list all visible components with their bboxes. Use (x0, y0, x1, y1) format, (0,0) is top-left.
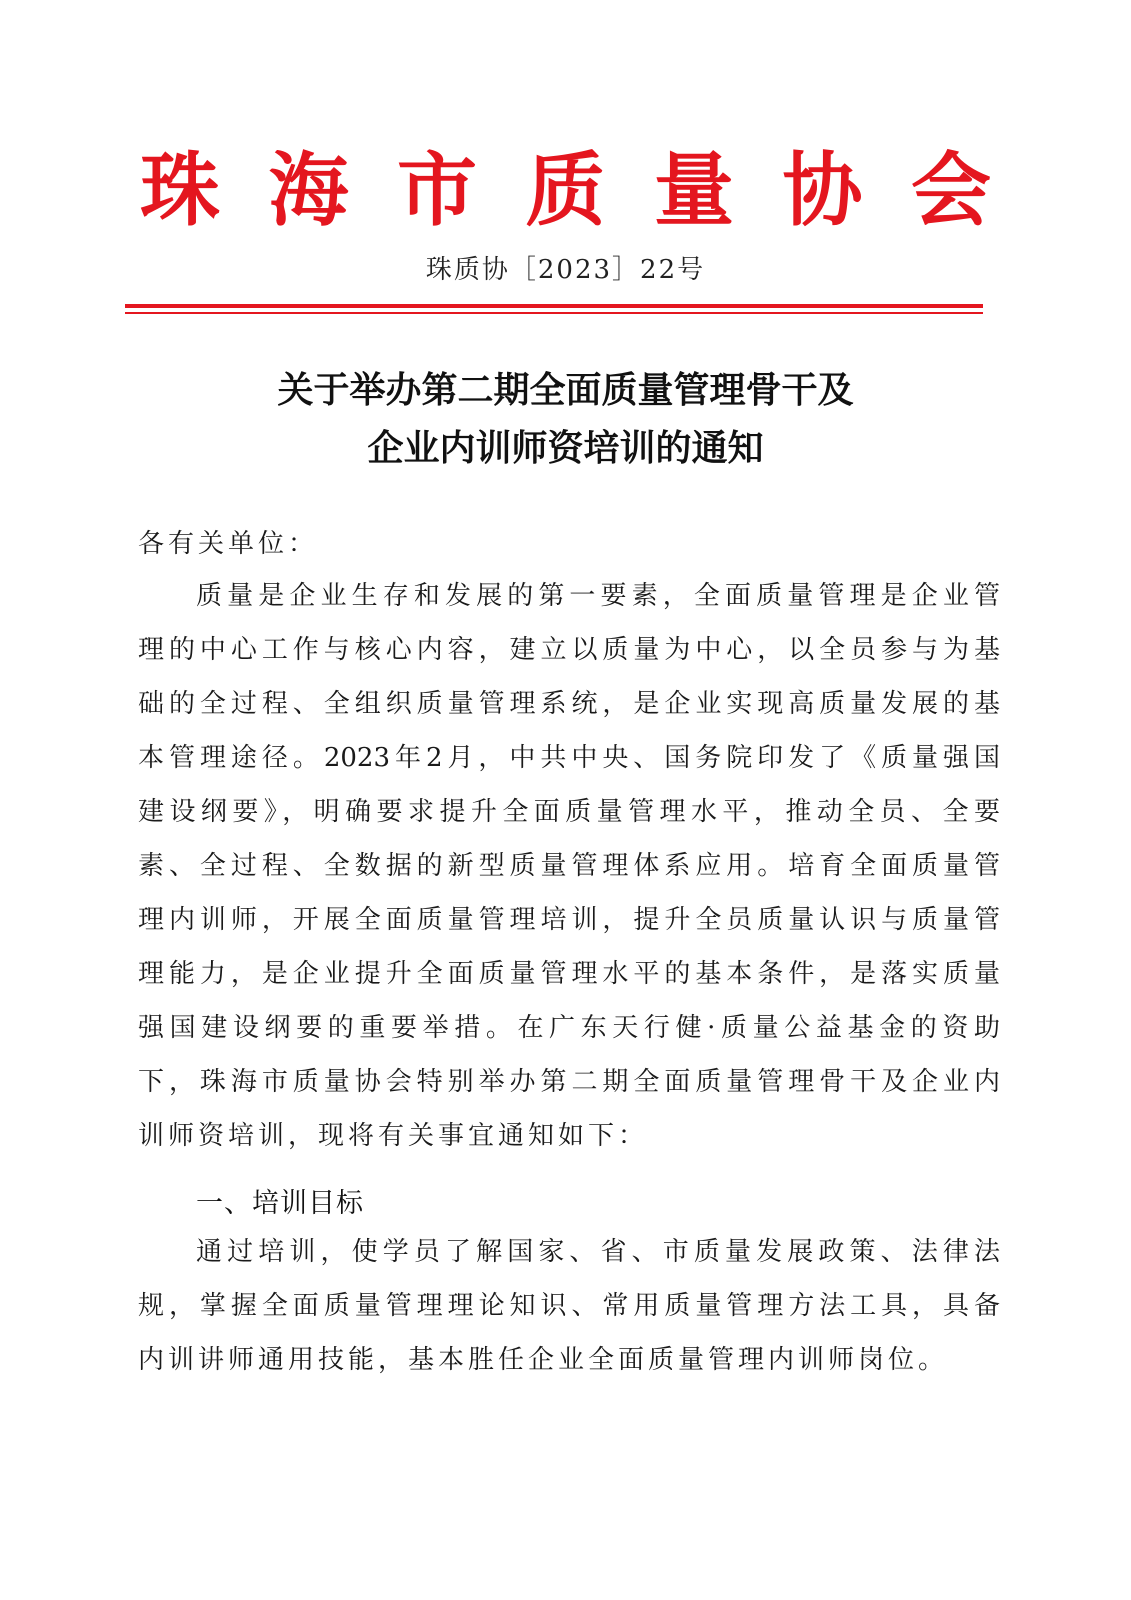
section-paragraph-line: 内训讲师通用技能，基本胜任企业全面质量管理内训师岗位。 (138, 1345, 949, 1375)
org-name-char: 协 (782, 143, 863, 237)
org-name-header (140, 140, 991, 240)
org-name-char: 量 (654, 143, 734, 237)
header-divider-thick (125, 304, 983, 308)
header-divider-thin (125, 312, 983, 314)
salutation: 各有关单位： (138, 529, 319, 559)
intro-paragraph-line: 理的中心工作与核心内容，建立以质量为中心，以全员参与为基 (138, 635, 1000, 665)
intro-paragraph-line: 下，珠海市质量协会特别举办第二期全面质量管理骨干及企业内 (138, 1067, 1000, 1097)
intro-paragraph-line: 质量是企业生存和发展的第一要素，全面质量管理是企业管 (196, 581, 1000, 611)
org-name-char: 质 (525, 143, 606, 237)
intro-paragraph-line: 强国建设纲要的重要举措。在广东天行健·质量公益基金的资助 (138, 1013, 1000, 1043)
intro-paragraph-line: 础的全过程、全组织质量管理系统，是企业实现高质量发展的基 (138, 689, 1000, 719)
org-name-char: 市 (397, 143, 477, 237)
intro-paragraph-line: 建设纲要》，明确要求提升全面质量管理水平，推动全员、全要 (138, 797, 1000, 827)
document-number: 珠质协［2023］22号 (425, 255, 706, 285)
intro-paragraph-line: 理能力，是企业提升全面质量管理水平的基本条件，是落实质量 (138, 959, 1000, 989)
intro-paragraph-line: 理内训师，开展全面质量管理培训，提升全员质量认识与质量管 (138, 905, 1000, 935)
org-name-char: 海 (268, 143, 349, 237)
intro-paragraph-line: 训师资培训，现将有关事宜通知如下： (138, 1121, 649, 1151)
intro-paragraph-line: 素、全过程、全数据的新型质量管理体系应用。培育全面质量管 (138, 851, 1000, 881)
document-title-line-1: 关于举办第二期全面质量管理骨干及 (277, 369, 854, 411)
org-name-char: 会 (911, 143, 991, 237)
intro-paragraph-line: 本管理途径。2023年2月，中共中央、国务院印发了《质量强国 (138, 743, 1000, 773)
document-title-line-2: 企业内训师资培训的通知 (367, 427, 764, 469)
section-paragraph-line: 通过培训，使学员了解国家、省、市质量发展政策、法律法 (196, 1237, 1000, 1267)
section-heading-training-goals: 一、培训目标 (196, 1188, 364, 1219)
org-name-char: 珠 (140, 143, 220, 237)
section-paragraph-line: 规，掌握全面质量管理理论知识、常用质量管理方法工具，具备 (138, 1291, 1000, 1321)
